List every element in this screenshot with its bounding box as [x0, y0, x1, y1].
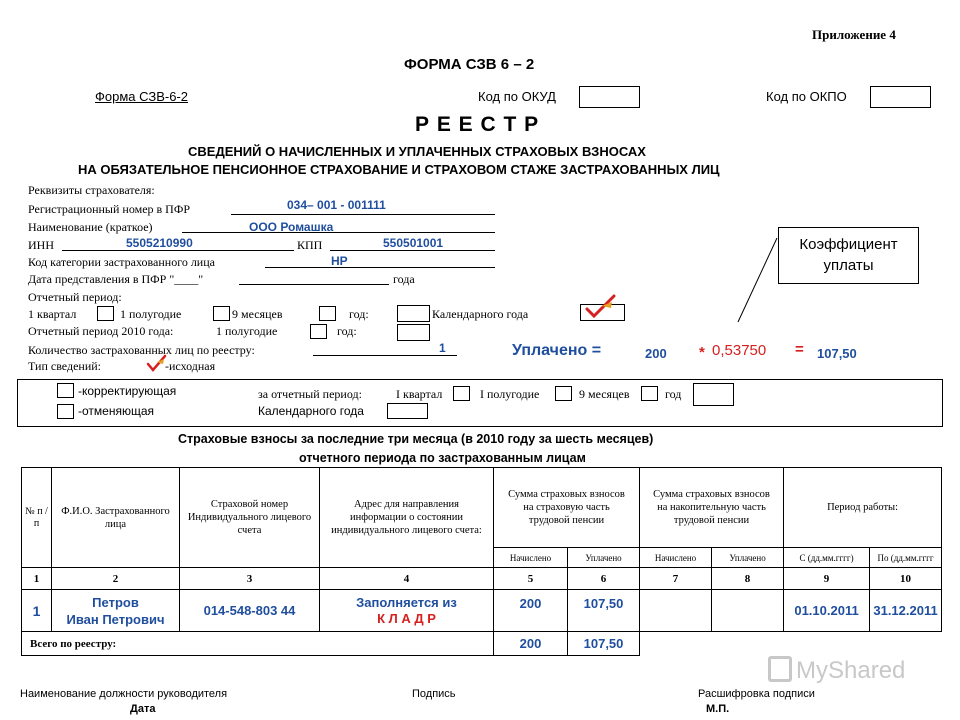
corrective-checkbox[interactable]: [57, 383, 74, 398]
col-number: 7: [640, 568, 712, 590]
corrective-label: -корректирующая: [78, 384, 177, 398]
check-mark-icon: [584, 294, 618, 320]
period-year-label: год:: [349, 307, 369, 321]
registry-title: Р Е Е С Т Р: [415, 113, 540, 136]
correction-q1-checkbox[interactable]: [453, 386, 470, 401]
period2010-h1-checkbox[interactable]: [310, 324, 327, 339]
col-header-paid-funded: Уплачено: [712, 548, 784, 568]
col-number: 6: [568, 568, 640, 590]
footer-position: Наименование должности руководителя: [20, 688, 228, 700]
period-h1-label: 1 полугодие: [120, 307, 182, 321]
short-name-line: [182, 232, 495, 233]
period-h1-checkbox[interactable]: [213, 306, 230, 321]
col-header-to: По (дд.мм.гггг: [870, 548, 942, 568]
kpp-line: [330, 250, 495, 251]
insured-table: [21, 467, 942, 656]
period2010-year-box[interactable]: [397, 324, 430, 341]
okpo-label: Код по ОКПО: [766, 89, 847, 104]
paid-result: 107,50: [817, 346, 857, 361]
paid-label: Уплачено =: [512, 342, 602, 359]
col-header-address: Адрес для направления информации о состоянии индивидуального лицевого счета:: [320, 468, 494, 568]
row-address: [320, 590, 494, 632]
row-paid: 107,50: [568, 590, 640, 632]
multiply-sign: *: [699, 344, 705, 361]
insured-count-value: 1: [439, 341, 446, 355]
correction-q1-label: I квартал: [396, 387, 443, 401]
submission-year-label: года: [393, 272, 415, 286]
table-row: [22, 590, 942, 632]
correction-period-label: за отчетный период:: [258, 387, 362, 401]
total-label: Всего по реестру:: [22, 632, 494, 656]
col-header-snils: Страховой номер Индивидуального лицевого счета: [180, 468, 320, 568]
total-accrued: 200: [494, 632, 568, 656]
info-type-label: Тип сведений:: [28, 359, 101, 373]
col-number: 5: [494, 568, 568, 590]
col-number: 10: [870, 568, 942, 590]
row-paid-funded: [712, 590, 784, 632]
correction-calendar-box[interactable]: [387, 403, 428, 419]
col-header-paid-labor: Уплачено: [568, 548, 640, 568]
insured-count-line: [313, 355, 457, 356]
coefficient-value: 0,53750: [712, 342, 767, 359]
paid-amount: 200: [645, 346, 667, 361]
total-empty: [640, 632, 942, 656]
row-accrued: 200: [494, 590, 568, 632]
period-label: Отчетный период:: [28, 290, 122, 304]
row-snils: 014-548-803 44: [180, 590, 320, 632]
period-q1-label: 1 квартал: [28, 307, 77, 321]
category-line: [265, 267, 495, 268]
form-name: Форма СЗВ-6-2: [95, 89, 189, 104]
coefficient-callout: Коэффициент уплаты: [778, 227, 919, 284]
col-header-fio: Ф.И.О. Застрахованного лица: [52, 468, 180, 568]
inn-line: [62, 250, 294, 251]
col-header-num: № п / п: [22, 468, 52, 568]
row-address-line2: К Л А Д Р: [377, 610, 436, 626]
submission-date-line: [239, 284, 389, 285]
footer-signature: Подпись: [412, 688, 456, 700]
short-name-label: Наименование (краткое): [28, 220, 153, 234]
cancelling-checkbox[interactable]: [57, 404, 74, 419]
correction-year-box[interactable]: [693, 383, 734, 406]
total-paid: 107,50: [568, 632, 640, 656]
row-fio: [52, 590, 180, 632]
form-title: ФОРМА СЗВ 6 – 2: [404, 56, 535, 73]
correction-9m-label: 9 месяцев: [579, 387, 630, 401]
section-title-line1: Страховые взносы за последние три месяца (в 2010 году за шесть месяцев): [178, 432, 654, 446]
info-type-initial: -исходная: [165, 359, 216, 373]
subtitle-line1: СВЕДЕНИЙ О НАЧИСЛЕННЫХ И УПЛАЧЕННЫХ СТРАХОВЫХ ВЗНОСАХ: [188, 144, 646, 159]
correction-calendar-label: Календарного года: [258, 404, 364, 418]
category-value: НР: [331, 254, 348, 268]
reg-number-line: [231, 214, 495, 215]
col-header-labor-pension: Сумма страховых взносов на страховую часть трудовой пенсии: [494, 468, 640, 548]
period-9m-checkbox[interactable]: [319, 306, 336, 321]
period2010-year-label: год:: [337, 324, 357, 338]
okud-box: [579, 86, 640, 108]
col-number: 9: [784, 568, 870, 590]
row-accrued-funded: [640, 590, 712, 632]
row-address-line1: Заполняется из: [356, 594, 457, 610]
period2010-h1-label: 1 полугодие: [216, 324, 278, 338]
footer-stamp: М.П.: [706, 703, 730, 715]
col-header-funded-pension: Сумма страховых взносов на накопительную часть трудовой пенсии: [640, 468, 784, 548]
row-from: 01.10.2011: [784, 590, 870, 632]
watermark-text: MyShared: [796, 657, 906, 684]
row-fio-surname: Петров: [92, 594, 139, 610]
correction-year-label: год: [665, 387, 682, 401]
col-number: 8: [712, 568, 784, 590]
subtitle-line2: НА ОБЯЗАТЕЛЬНОЕ ПЕНСИОННОЕ СТРАХОВАНИЕ И СТРАХОВОМ СТАЖЕ ЗАСТРАХОВАННЫХ ЛИЦ: [78, 162, 720, 177]
footer-decoding: Расшифровка подписи: [698, 688, 815, 700]
col-number: 3: [180, 568, 320, 590]
col-number: 1: [22, 568, 52, 590]
equals-sign: =: [795, 341, 804, 358]
watermark-logo-icon: [768, 656, 792, 682]
period-year-box[interactable]: [397, 305, 430, 322]
col-header-from: С (дд.мм.гггг): [784, 548, 870, 568]
correction-9m-checkbox[interactable]: [641, 386, 658, 401]
correction-h1-checkbox[interactable]: [555, 386, 572, 401]
row-num: 1: [22, 590, 52, 632]
row-to: 31.12.2011: [870, 590, 942, 632]
category-label: Код категории застрахованного лица: [28, 255, 215, 269]
short-name-value: ООО Ромашка: [249, 220, 334, 234]
col-header-accrued-labor: Начислено: [494, 548, 568, 568]
kpp-value: 550501001: [383, 236, 444, 250]
okpo-box: [870, 86, 931, 108]
col-number: 2: [52, 568, 180, 590]
kpp-label: КПП: [297, 238, 323, 252]
inn-value: 5505210990: [126, 236, 193, 250]
col-number: 4: [320, 568, 494, 590]
col-header-work-period: Период работы:: [784, 468, 942, 548]
calendar-year-label: Календарного года: [432, 307, 529, 321]
okud-label: Код по ОКУД: [478, 89, 556, 104]
col-header-accrued-funded: Начислено: [640, 548, 712, 568]
row-fio-name: Иван Петрович: [66, 611, 165, 627]
submission-date-label: Дата представления в ПФР "____": [28, 272, 204, 286]
period2010-label: Отчетный период 2010 года:: [28, 324, 174, 338]
reg-number-label: Регистрационный номер в ПФР: [28, 202, 190, 216]
watermark: [768, 656, 905, 685]
reg-number-value: 034– 001 - 001111: [287, 198, 386, 212]
period-9m-label: 9 месяцев: [232, 307, 283, 321]
insured-count-label: Количество застрахованных лиц по реестру:: [28, 343, 255, 357]
inn-label: ИНН: [28, 238, 54, 252]
cancelling-label: -отменяющая: [78, 404, 154, 418]
callout-pointer: [730, 236, 780, 326]
appendix-label: Приложение 4: [812, 27, 896, 42]
section-title-line2: отчетного периода по застрахованным лицам: [299, 451, 586, 465]
insurer-header: Реквизиты страхователя:: [28, 183, 155, 197]
correction-h1-label: I полугодие: [480, 387, 540, 401]
footer-date: Дата: [130, 703, 156, 715]
period-q1-checkbox[interactable]: [97, 306, 114, 321]
